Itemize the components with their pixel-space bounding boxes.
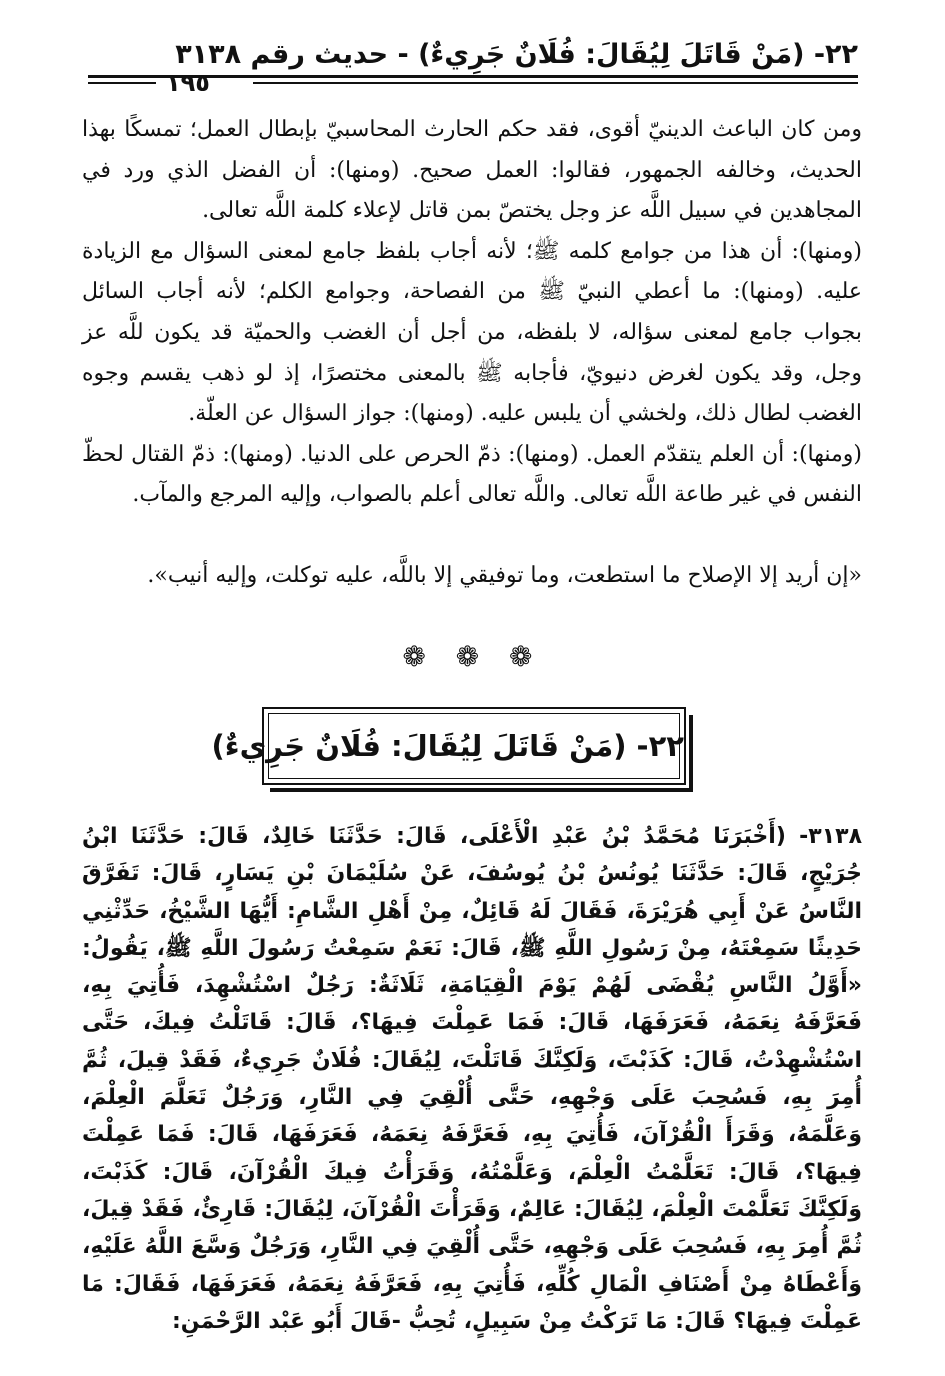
closing-quote: «إن أريد إلا الإصلاح ما استطعت، وما توفيقي إلا باللَّه، عليه توكلت، وإليه أنيب». <box>147 563 862 588</box>
running-title: ٢٢- (مَنْ قَاتَلَ لِيُقَالَ: فُلَانٌ جَرِيءٌ) - حديث رقم ٣١٣٨ <box>175 39 858 70</box>
commentary-body <box>82 110 862 516</box>
asterism-icon: ❁ <box>455 640 490 673</box>
commentary-paragraph: ومن كان الباعث الدينيّ أقوى، فقد حكم الحارث المحاسبيّ بإبطال العمل؛ تمسكًا بهذا الحديث، وخالفه الجمهور، فقالوا: العمل صحيح. (ومنها): أن الفضل الذي ورد في المجاهدين في سبيل اللَّه عز وجل يختصّ بمن قاتل لإعلاء كلمة اللَّه تعالى. <box>82 117 862 224</box>
page-number: ١٩٥ <box>166 69 210 97</box>
hadith-text: ٣١٣٨- (أَخْبَرَنَا مُحَمَّدُ بْنُ عَبْدِ الْأَعْلَى، قَالَ: حَدَّثَنَا خَالِدٌ، قَالَ: حَدَّثَنَا ابْنُ جُرَيْجٍ، قَالَ: حَدَّثَنَا يُونُسُ بْنُ يُوسُفَ، عَنْ سُلَيْمَانَ بْنِ يَسَارٍ، قَالَ: تَفَرَّقَ النَّاسُ عَنْ أَبِي هُرَيْرَةَ، فَقَالَ لَهُ قَائِلٌ، مِنْ أَهْلِ الشَّامِ: أَيُّهَا الشَّيْخُ، حَدِّثْنِي حَدِيثًا سَمِعْتَهُ، مِنْ رَسُولِ اللَّهِ ﷺ، قَالَ: نَعَمْ سَمِعْتُ رَسُولَ اللَّهِ ﷺ، يَقُولُ: «أَوَّلُ النَّاسِ يُقْضَى لَهُمْ يَوْمَ الْقِيَامَةِ، ثَلَاثَةٌ: رَجُلٌ اسْتُشْهِدَ، فَأُتِيَ بِهِ، فَعَرَّفَهُ نِعَمَهُ، فَعَرَفَهَا، قَالَ: فَمَا عَمِلْتَ فِيهَا؟، قَالَ: قَاتَلْتُ فِيكَ، حَتَّى اسْتُشْهِدْتُ، قَالَ: كَذَبْتَ، وَلَكِنَّكَ قَاتَلْتَ، لِيُقَالَ: فُلَانٌ جَرِيءٌ، فَقَدْ قِيلَ، ثُمَّ أُمِرَ بِهِ، فَسُحِبَ عَلَى وَجْهِهِ، حَتَّى أُلْقِيَ فِي النَّارِ، وَرَجُلٌ تَعَلَّمَ الْعِلْمَ، وَعَلَّمَهُ، وَقَرَأَ الْقُرْآنَ، فَأُتِيَ بِهِ، فَعَرَّفَهُ نِعَمَهُ، فَعَرَفَهَا، قَالَ: فَمَا عَمِلْتَ فِيهَا؟، قَالَ: تَعَلَّمْتُ الْعِلْمَ، وَعَلَّمْتُهُ، وَقَرَأْتُ فِيكَ الْقُرْآنَ، قَالَ: كَذَبْتَ، وَلَكِنَّكَ تَعَلَّمْتَ الْعِلْمَ، لِيُقَالَ: عَالِمٌ، وَقَرَأْتَ الْقُرْآنَ، لِيُقَالَ: قَارِئٌ، فَقَدْ قِيلَ، ثُمَّ أُمِرَ بِهِ، فَسُحِبَ عَلَى وَجْهِهِ، حَتَّى أُلْقِيَ فِي النَّارِ، وَرَجُلٌ وَسَّعَ اللَّهُ عَلَيْهِ، وَأَعْطَاهُ مِنْ أَصْنَافِ الْمَالِ كُلِّهِ، فَأُتِيَ بِهِ، فَعَرَّفَهُ نِعَمَهُ، فَعَرَفَهَا، فَقَالَ: مَا عَمِلْتَ فِيهَا؟ قَالَ: مَا تَرَكْتُ مِنْ سَبِيلٍ، تُحِبُّ -قَالَ أَبُو عَبْد الرَّحْمَنِ: <box>82 824 862 1334</box>
header-rule-lower-left <box>88 82 156 84</box>
commentary-paragraph: (ومنها): أن هذا من جوامع كلمه ﷺ؛ لأنه أجاب بلفظ جامع لمعنى السؤال مع الزيادة عليه. (ومنها): ما أعطي النبيّ ﷺ من الفصاحة، وجوامع الكلم؛ لأنه أجاب السائل بجواب جامع لمعنى سؤاله، لا بلفظه، من أجل أن الغضب والحميّة قد يكون للَّه عز وجل، وقد يكون لغرض دنيويّ، فأجابه ﷺ بالمعنى مختصرًا، إذ لو ذهب يقسم وجوه الغضب لطال ذلك، ولخشي أن يلبس عليه. (ومنها): جواز السؤال عن العلّة. <box>82 238 862 427</box>
commentary-paragraph: (ومنها): أن العلم يتقدّم العمل. (ومنها): ذمّ الحرص على الدنيا. (ومنها): ذمّ القتال لحظّ النفس في غير طاعة اللَّه تعالى. واللَّه تعالى أعلم بالصواب، وإليه المرجع والمآب. <box>82 441 863 508</box>
asterism-icon: ❁ <box>508 640 543 673</box>
chapter-title: ٢٢- (مَنْ قَاتَلَ لِيُقَالَ: فُلَانٌ جَرِيءٌ) <box>211 729 684 763</box>
running-header <box>88 38 858 97</box>
asterism-icon: ❁ <box>402 640 437 673</box>
header-rule-lower-right <box>253 82 858 84</box>
chapter-title-box <box>211 707 686 785</box>
section-separator <box>0 640 945 673</box>
